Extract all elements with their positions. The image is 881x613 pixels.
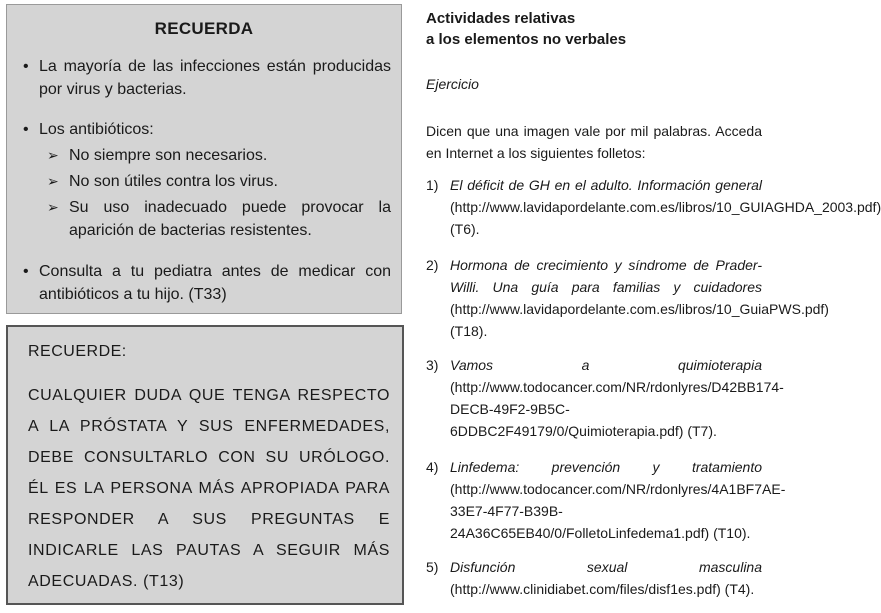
item-reference: (http://www.lavidapordelante.com.es/libros/10_GUIAGHDA_2003.pdf) (T6). xyxy=(450,199,881,237)
recuerda-box xyxy=(6,4,402,314)
bullet-icon: • xyxy=(23,263,29,280)
bullet-text: Consulta a tu pediatra antes de medicar con antibióticos a tu hijo. (T33) xyxy=(39,263,391,303)
recuerde-heading: RECUERDE: xyxy=(28,343,127,360)
sub-item xyxy=(47,196,391,242)
list-item xyxy=(426,254,829,342)
bullet-text: La mayoría de las infecciones están producidas por virus y bacterias. xyxy=(39,58,391,98)
item-title: Disfunción sexual masculina xyxy=(450,559,762,575)
ejercicio-label: Ejercicio xyxy=(426,76,479,92)
item-title: El déficit de GH en el adulto. Información general xyxy=(450,177,762,193)
item-number: 2) xyxy=(426,257,439,273)
arrow-icon: ➢ xyxy=(47,199,59,215)
bullet-item xyxy=(23,55,391,101)
list-item xyxy=(426,174,881,240)
bullet-icon: • xyxy=(23,121,29,138)
activities-title-line2: a los elementos no verbales xyxy=(426,31,627,48)
item-number: 5) xyxy=(426,559,439,575)
item-number: 3) xyxy=(426,357,439,373)
item-title: Linfedema: prevención y tratamiento xyxy=(450,459,762,475)
item-number: 1) xyxy=(426,177,439,193)
item-title: Vamos a quimioterapia xyxy=(450,357,762,373)
bullet-item xyxy=(23,260,391,306)
list-item xyxy=(426,354,784,442)
item-reference: (http://www.clinidiabet.com/files/disf1es.pdf) (T4). xyxy=(450,581,755,597)
sub-text: No son útiles contra los virus. xyxy=(69,173,278,190)
recuerde-body: CUALQUIER DUDA QUE TENGA RESPECTO A LA PRÓSTATA Y SUS ENFERMEDADES, DEBE CONSULTARLO CON SU URÓLOGO. ÉL ES LA PERSONA MÁS APROPIADA PARA RESPONDER A SUS PREGUNTAS E INDICARLE LAS PAUTAS A SEGUIR MÁS ADECUADAS. (T13) xyxy=(28,387,390,590)
recuerda-title: RECUERDA xyxy=(154,19,254,38)
activities-column xyxy=(426,8,881,597)
sub-text: Su uso inadecuado puede provocar la aparición de bacterias resistentes. xyxy=(69,199,391,239)
activities-title-line1: Actividades relativas xyxy=(426,10,576,27)
activities-intro: Dicen que una imagen vale por mil palabras. Acceda en Internet a los siguientes folletos: xyxy=(426,123,762,161)
item-title: Hormona de crecimiento y síndrome de Prader-Willi. Una guía para familias y cuidadores xyxy=(450,257,762,295)
list-item xyxy=(426,456,786,544)
bullet-icon: • xyxy=(23,58,29,75)
bullet-item xyxy=(23,118,391,141)
item-reference: (http://www.todocancer.com/NR/rdonlyres/4A1BF7AE-33E7-4F77-B39B-24A36C65EB40/0/FolletoLinfedema1.pdf) (T10). xyxy=(450,481,786,541)
recuerde-box xyxy=(6,325,404,605)
sub-text: No siempre son necesarios. xyxy=(69,147,268,164)
item-number: 4) xyxy=(426,459,439,475)
sub-item xyxy=(47,170,391,193)
bullet-text: Los antibióticos: xyxy=(39,121,154,138)
sub-item xyxy=(47,144,391,167)
arrow-icon: ➢ xyxy=(47,173,59,189)
arrow-icon: ➢ xyxy=(47,147,59,163)
item-reference: (http://www.todocancer.com/NR/rdonlyres/D42BB174-DECB-49F2-9B5C-6DDBC2F49179/0/Quimioterapia.pdf) (T7). xyxy=(450,379,784,439)
list-item xyxy=(426,556,762,600)
item-reference: (http://www.lavidapordelante.com.es/libros/10_GuiaPWS.pdf) (T18). xyxy=(450,301,829,339)
